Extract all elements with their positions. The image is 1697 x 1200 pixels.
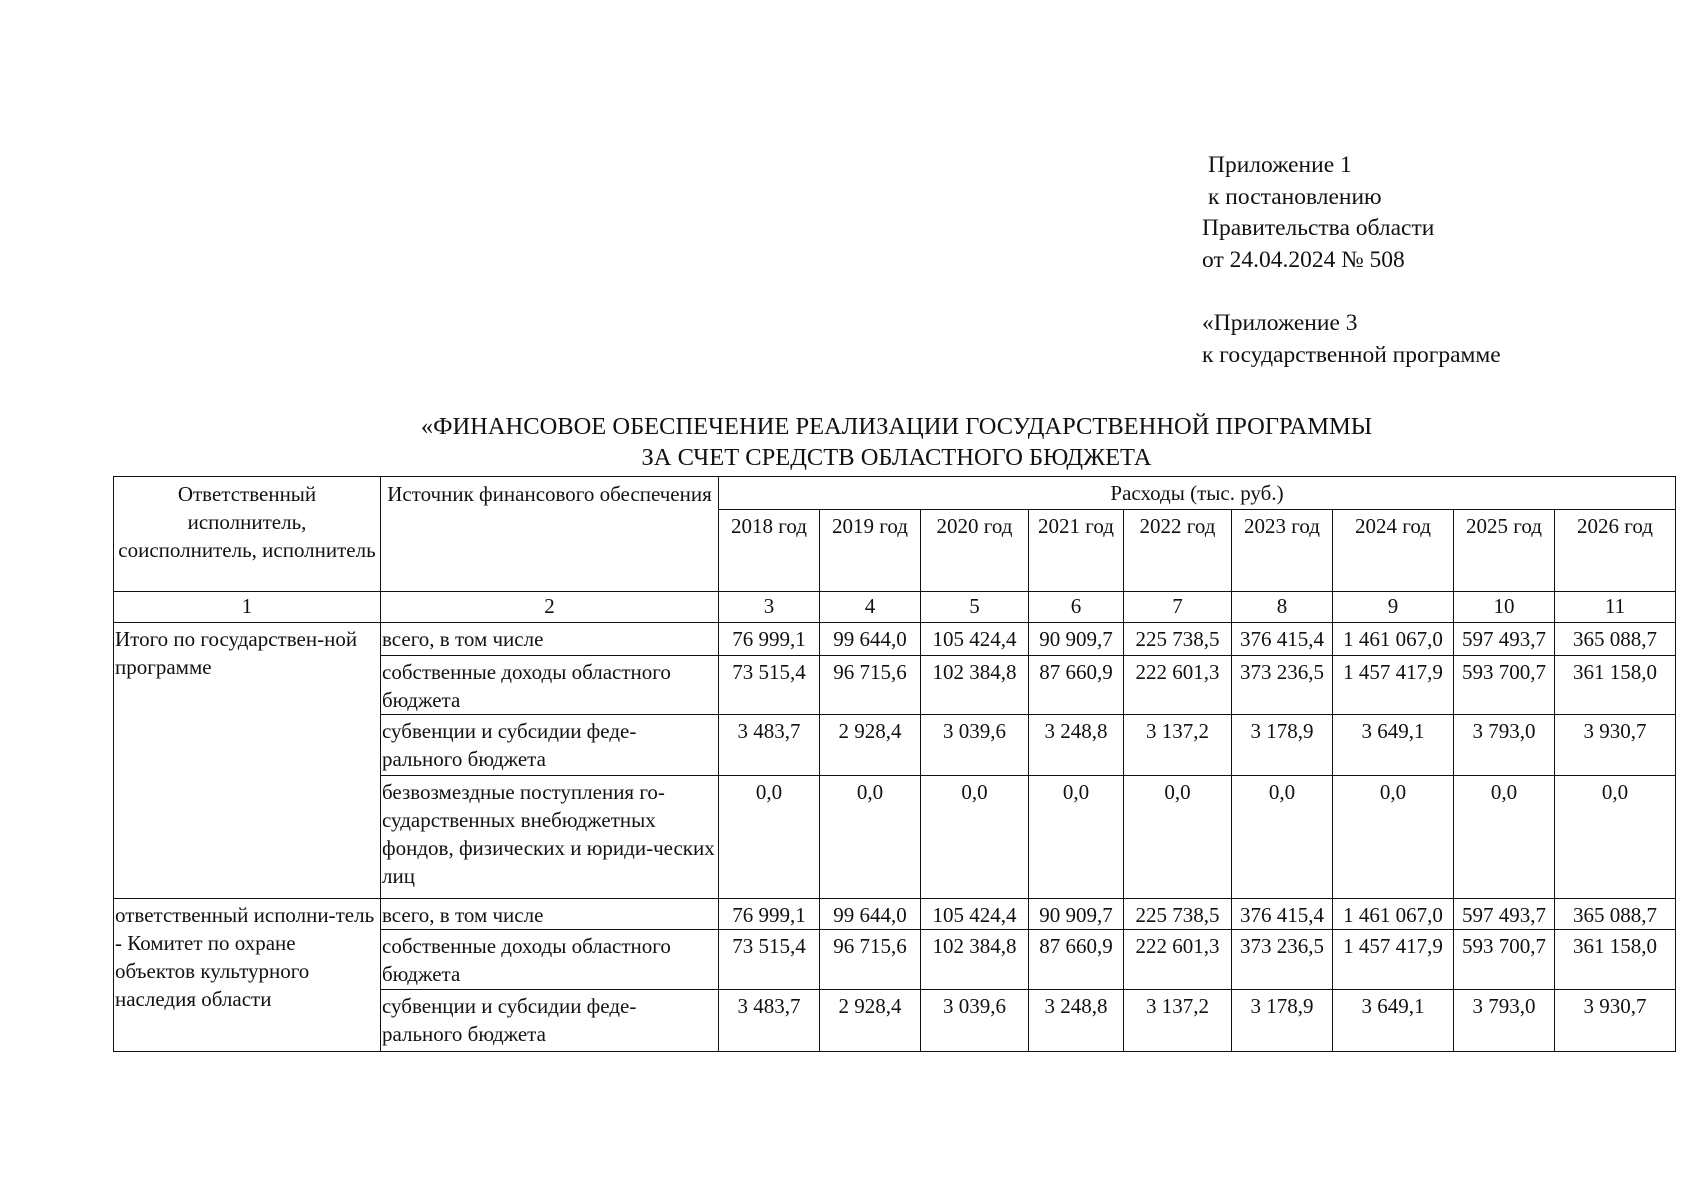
finance-table (113, 476, 1676, 1052)
column-number: 2 (381, 592, 719, 623)
value-cell: 3 178,9 (1232, 715, 1333, 776)
source-cell: безвозмездные поступления го-сударственных внебюджетных фондов, физических и юриди-ческих лиц (381, 776, 719, 899)
value-cell: 593 700,7 (1454, 656, 1555, 715)
value-cell: 3 483,7 (719, 990, 820, 1052)
value-cell: 225 738,5 (1124, 623, 1232, 656)
value-cell: 105 424,4 (921, 899, 1029, 930)
value-cell: 225 738,5 (1124, 899, 1232, 930)
value-cell: 3 039,6 (921, 990, 1029, 1052)
value-cell: 376 415,4 (1232, 623, 1333, 656)
value-cell: 3 793,0 (1454, 715, 1555, 776)
value-cell: 0,0 (1232, 776, 1333, 899)
value-cell: 102 384,8 (921, 930, 1029, 990)
value-cell: 0,0 (1333, 776, 1454, 899)
appendix-line: от 24.04.2024 № 508 (1202, 246, 1405, 273)
source-cell: всего, в том числе (381, 623, 719, 656)
source-header: Источник финансового обеспечения (381, 477, 719, 592)
source-cell: субвенции и субсидии феде-рального бюджета (381, 715, 719, 776)
year-header: 2022 год (1124, 510, 1232, 592)
appendix-line: к государственной программе (1202, 341, 1501, 368)
executor-cell: Итого по государствен-ной программе (114, 623, 381, 899)
value-cell: 3 483,7 (719, 715, 820, 776)
source-cell: собственные доходы областного бюджета (381, 656, 719, 715)
value-cell: 376 415,4 (1232, 899, 1333, 930)
year-header: 2026 год (1555, 510, 1676, 592)
appendix-line: Приложение 1 (1208, 152, 1352, 178)
year-header: 2018 год (719, 510, 820, 592)
value-cell: 76 999,1 (719, 899, 820, 930)
value-cell: 1 461 067,0 (1333, 899, 1454, 930)
table-row (114, 899, 1676, 930)
value-cell: 90 909,7 (1029, 623, 1124, 656)
column-number: 4 (820, 592, 921, 623)
value-cell: 0,0 (820, 776, 921, 899)
source-cell: субвенции и субсидии феде-рального бюджета (381, 990, 719, 1052)
appendix-line: Правительства области (1202, 215, 1435, 241)
value-cell: 73 515,4 (719, 656, 820, 715)
value-cell: 3 793,0 (1454, 990, 1555, 1052)
value-cell: 105 424,4 (921, 623, 1029, 656)
column-number: 6 (1029, 592, 1124, 623)
value-cell: 365 088,7 (1555, 899, 1676, 930)
column-number: 11 (1555, 592, 1676, 623)
source-cell: собственные доходы областного бюджета (381, 930, 719, 990)
value-cell: 3 649,1 (1333, 990, 1454, 1052)
value-cell: 597 493,7 (1454, 623, 1555, 656)
appendix-line: «Приложение 3 (1202, 310, 1358, 336)
value-cell: 3 248,8 (1029, 990, 1124, 1052)
year-header: 2025 год (1454, 510, 1555, 592)
column-number: 9 (1333, 592, 1454, 623)
value-cell: 3 930,7 (1555, 990, 1676, 1052)
value-cell: 90 909,7 (1029, 899, 1124, 930)
value-cell: 365 088,7 (1555, 623, 1676, 656)
title-line: ЗА СЧЕТ СРЕДСТВ ОБЛАСТНОГО БЮДЖЕТА (641, 444, 1152, 471)
value-cell: 76 999,1 (719, 623, 820, 656)
value-cell: 597 493,7 (1454, 899, 1555, 930)
column-number: 10 (1454, 592, 1555, 623)
column-number: 8 (1232, 592, 1333, 623)
value-cell: 1 457 417,9 (1333, 930, 1454, 990)
table-row (114, 623, 1676, 656)
document-title (110, 411, 1683, 473)
year-header: 2024 год (1333, 510, 1454, 592)
column-number: 7 (1124, 592, 1232, 623)
value-cell: 1 461 067,0 (1333, 623, 1454, 656)
expenses-header: Расходы (тыс. руб.) (719, 477, 1676, 510)
year-header: 2019 год (820, 510, 921, 592)
value-cell: 3 039,6 (921, 715, 1029, 776)
value-cell: 99 644,0 (820, 623, 921, 656)
value-cell: 0,0 (719, 776, 820, 899)
value-cell: 3 248,8 (1029, 715, 1124, 776)
title-line: «ФИНАНСОВОЕ ОБЕСПЕЧЕНИЕ РЕАЛИЗАЦИИ ГОСУДАРСТВЕННОЙ ПРОГРАММЫ (420, 413, 1373, 440)
value-cell: 0,0 (1454, 776, 1555, 899)
value-cell: 361 158,0 (1555, 930, 1676, 990)
value-cell: 96 715,6 (820, 656, 921, 715)
value-cell: 87 660,9 (1029, 930, 1124, 990)
value-cell: 2 928,4 (820, 715, 921, 776)
source-cell: всего, в том числе (381, 899, 719, 930)
value-cell: 0,0 (921, 776, 1029, 899)
value-cell: 373 236,5 (1232, 930, 1333, 990)
value-cell: 3 178,9 (1232, 990, 1333, 1052)
value-cell: 73 515,4 (719, 930, 820, 990)
value-cell: 222 601,3 (1124, 930, 1232, 990)
value-cell: 2 928,4 (820, 990, 921, 1052)
value-cell: 3 137,2 (1124, 715, 1232, 776)
column-number: 1 (114, 592, 381, 623)
value-cell: 3 649,1 (1333, 715, 1454, 776)
value-cell: 3 930,7 (1555, 715, 1676, 776)
value-cell: 593 700,7 (1454, 930, 1555, 990)
column-number: 5 (921, 592, 1029, 623)
value-cell: 222 601,3 (1124, 656, 1232, 715)
value-cell: 102 384,8 (921, 656, 1029, 715)
value-cell: 361 158,0 (1555, 656, 1676, 715)
value-cell: 0,0 (1555, 776, 1676, 899)
appendix-header (1202, 150, 1501, 371)
year-header: 2021 год (1029, 510, 1124, 592)
year-header: 2023 год (1232, 510, 1333, 592)
value-cell: 3 137,2 (1124, 990, 1232, 1052)
executor-cell: ответственный исполни-тель - Комитет по охране объектов культурного наследия области (114, 899, 381, 1052)
value-cell: 87 660,9 (1029, 656, 1124, 715)
value-cell: 99 644,0 (820, 899, 921, 930)
value-cell: 373 236,5 (1232, 656, 1333, 715)
value-cell: 0,0 (1029, 776, 1124, 899)
year-header: 2020 год (921, 510, 1029, 592)
value-cell: 0,0 (1124, 776, 1232, 899)
value-cell: 1 457 417,9 (1333, 656, 1454, 715)
appendix-line: к постановлению (1208, 183, 1382, 210)
value-cell: 96 715,6 (820, 930, 921, 990)
column-number: 3 (719, 592, 820, 623)
executor-header: Ответственный исполнитель, соисполнитель, исполнитель (114, 477, 381, 592)
